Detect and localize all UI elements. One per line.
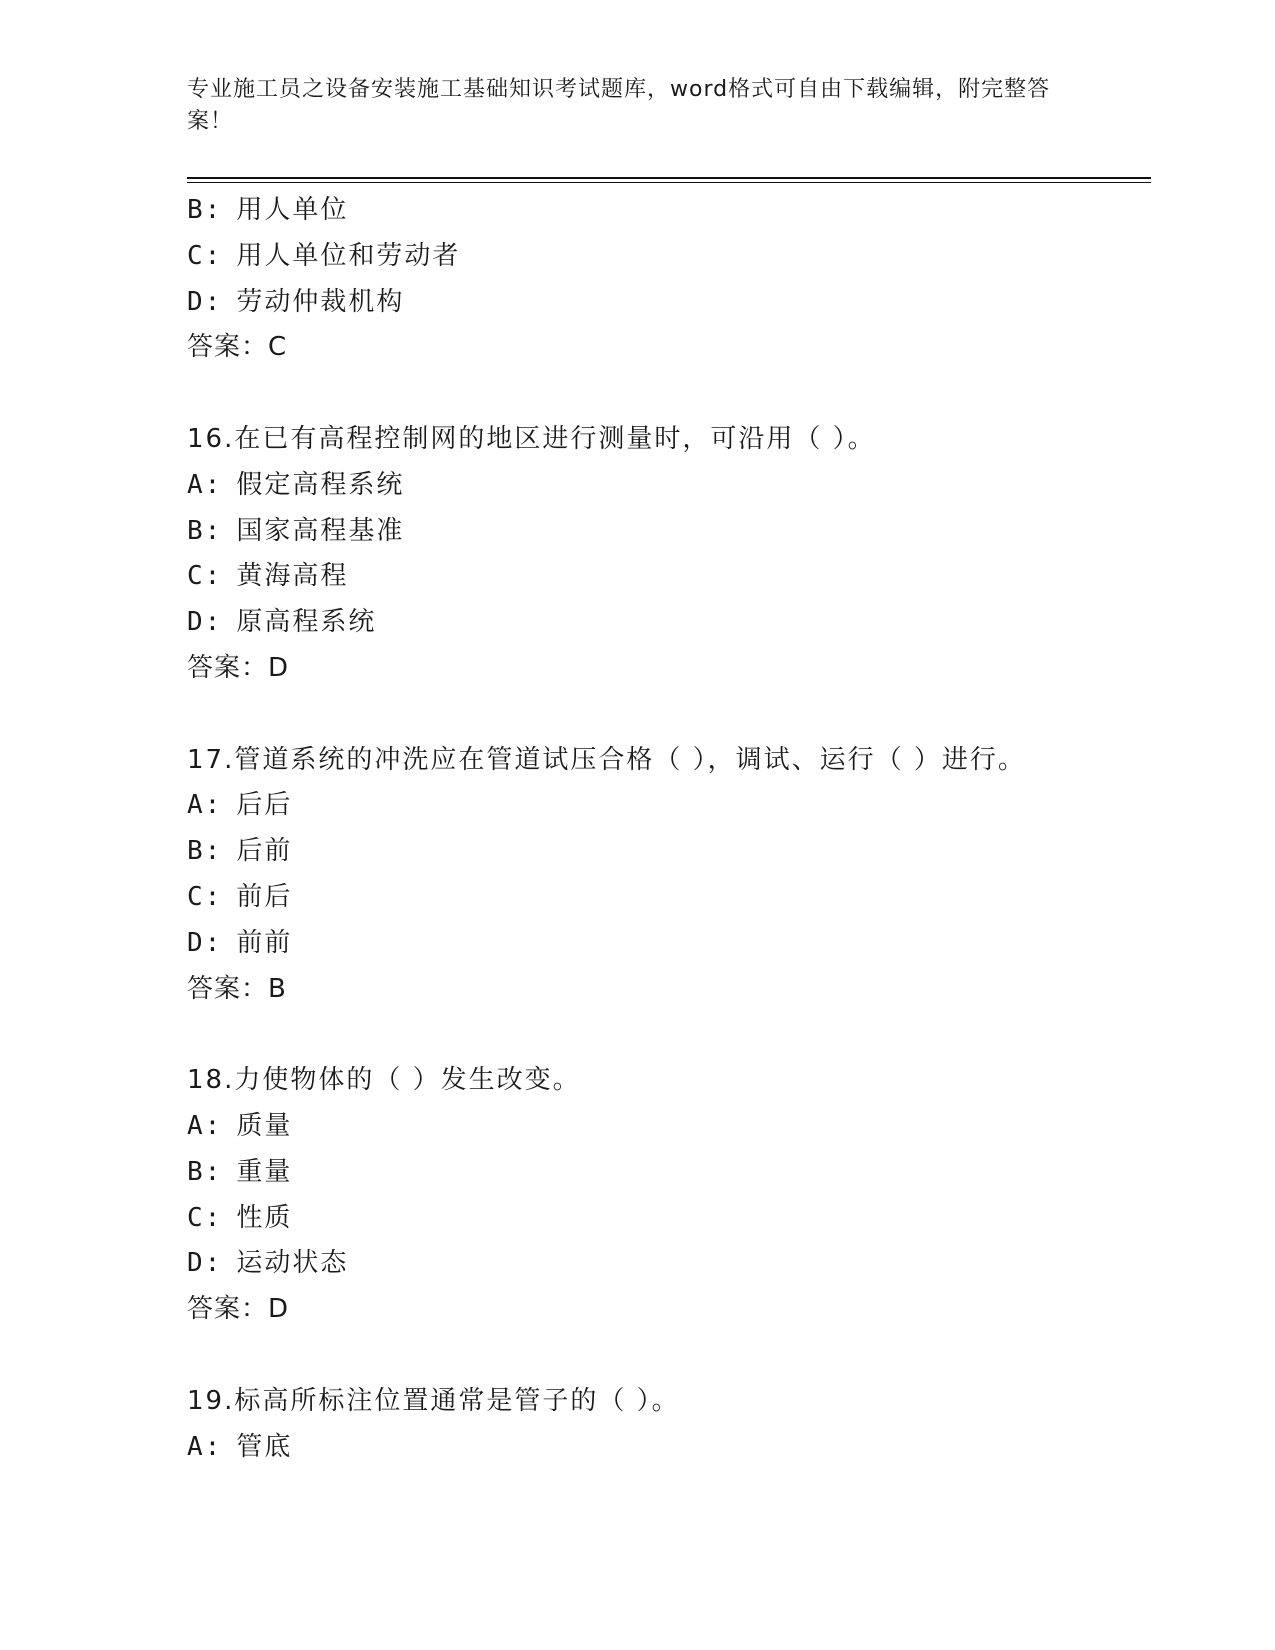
answer-line: 答案：C xyxy=(187,332,288,363)
option-letter: D: xyxy=(187,607,223,638)
option-text: 用人单位 xyxy=(236,195,349,225)
option-row xyxy=(187,829,1151,875)
option-text: 后后 xyxy=(236,790,293,821)
option-letter: A: xyxy=(187,790,223,821)
option-row xyxy=(187,509,1151,555)
option-row xyxy=(187,1150,1151,1196)
option-text: 前前 xyxy=(236,927,293,958)
option-text: 运动状态 xyxy=(236,1248,349,1279)
question-list xyxy=(187,188,1151,1470)
option-letter: D: xyxy=(187,1248,223,1279)
option-text: 重量 xyxy=(236,1156,293,1187)
option-row xyxy=(187,554,1151,600)
question-stem: 18.力使物体的（ ）发生改变。 xyxy=(187,1065,581,1096)
option-row xyxy=(187,921,1151,967)
question-stem: 17.管道系统的冲洗应在管道试压合格（ ），调试、运行（ ）进行。 xyxy=(187,744,1026,775)
option-row xyxy=(187,188,1151,234)
option-letter: B: xyxy=(187,195,223,225)
option-row xyxy=(187,234,1151,280)
option-letter: B: xyxy=(187,1156,223,1187)
option-letter: B: xyxy=(187,836,223,867)
option-text: 后前 xyxy=(236,836,293,867)
option-letter: D: xyxy=(187,286,223,317)
header-divider xyxy=(187,177,1151,179)
header-divider-thin xyxy=(187,182,1151,183)
option-letter: B: xyxy=(187,515,223,546)
question-stem: 19.标高所标注位置通常是管子的（ ）。 xyxy=(187,1385,680,1416)
option-letter: A: xyxy=(187,1431,223,1462)
option-row xyxy=(187,875,1151,921)
answer-line: 答案：D xyxy=(187,1294,290,1325)
option-row xyxy=(187,280,1151,326)
page-header: 专业施工员之设备安装施工基础知识考试题库，word格式可自由下载编辑，附完整答案！ xyxy=(187,77,1051,134)
option-text: 原高程系统 xyxy=(236,607,377,638)
option-text: 性质 xyxy=(236,1202,293,1233)
option-text: 管底 xyxy=(236,1431,293,1462)
option-letter: D: xyxy=(187,927,223,958)
option-text: 黄海高程 xyxy=(236,561,349,592)
option-text: 质量 xyxy=(236,1110,293,1141)
question-stem: 16.在已有高程控制网的地区进行测量时，可沿用（ ）。 xyxy=(187,423,876,454)
option-letter: C: xyxy=(187,240,223,271)
option-row xyxy=(187,1104,1151,1150)
option-row xyxy=(187,600,1151,646)
option-text: 国家高程基准 xyxy=(236,515,405,546)
option-letter: C: xyxy=(187,881,223,912)
option-row xyxy=(187,463,1151,509)
option-row xyxy=(187,783,1151,829)
option-row xyxy=(187,1425,1151,1471)
option-text: 用人单位和劳动者 xyxy=(236,240,461,271)
option-letter: C: xyxy=(187,561,223,592)
option-letter: A: xyxy=(187,1110,223,1141)
option-row xyxy=(187,1196,1151,1242)
answer-line: 答案：B xyxy=(187,973,287,1004)
option-text: 前后 xyxy=(236,881,293,912)
option-letter: A: xyxy=(187,469,223,500)
option-row xyxy=(187,1241,1151,1287)
option-text: 假定高程系统 xyxy=(236,469,405,500)
option-letter: C: xyxy=(187,1202,223,1233)
option-text: 劳动仲裁机构 xyxy=(236,286,405,317)
answer-line: 答案：D xyxy=(187,652,290,683)
